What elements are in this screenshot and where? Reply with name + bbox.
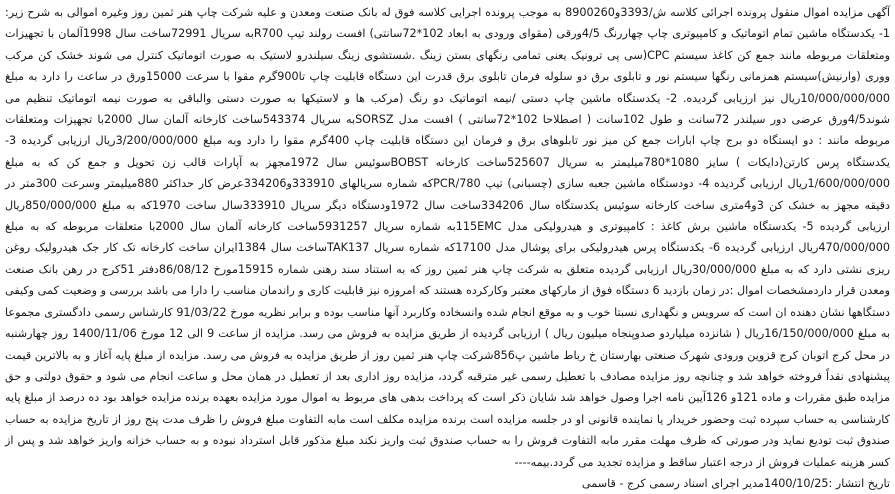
publish-date-signature: تاریخ انتشار :1400/10/25مدیر اجرای اسناد رسمی کرج - قاسمی <box>581 476 890 490</box>
notice-body-text: آگهی مزایده اموال منقول پرونده اجرائی کلاسه ش/3393و8900260 به موجب پرونده اجرایی کلاسه فوق له بانک صنعت ومعدن و علیه شرکت چاپ هنر ثمین روز وغیره اموالی به شرح زیر: 1- یکدستگاه ماشین تمام اتوماتیک و کامپیوتری چاپ چهاررنگ 4/5ورقی (مقوای ورودی به ابعاد 102*72سانتی) افست رولند تیپ R700به سریال 72991ساخت سال 1998آلمان با تجهیزات ومتعلقات مربوطه مانند جمع کن کاغذ سیستم CPC(سی پی ترونیک یعنی تمامی رنگهای بستن زینگ .شستشوی زینگ سیلندرو لاستیک به صورت اتوماتیک کنترل می شوند خشک کن مرکب ووری (وارنیش)سیستم همزمانی رنگها سیستم نور و تابلوی برق دو سلوله فرمان تابلوی برق قدرت این دستگاه قابلیت چاپ تا900گرم مقوا با سرعت 15000ورق در ساعت را دارد به مبلغ 10/000/000/000ریال نیز ارزیابی گردیده. 2- یکدستگاه ماشین چاپ دستی /نیمه اتوماتیک دو رنگ (مرکب ها و لاستیکها به صورت دستی والباقی به صورت نیمه اتوماتیک تنظیم می شوند4/5ورق عرضی دور سیلندر 72سانت و طول 102سانت ( اصطلاحا 102*72سانتی ) افست مدل SORSZبه سریال 543374ساخت کارخانه آلمان سال 2000با تجهیزات ومتعلقات مربوطه مانند : دو ایستگاه دو برج چاپ ابارات جمع کن میز نور تابلوهای برق و فرمان این دستگاه قابلیت چاپ 400گرم مقوا را دارد وبه مبلغ 3/200/000/000ریال ارزیابی گردیده 3- یکدستگاه پرس کارتن(دایکات ) سایز 1080*780میلیمتر به سریال 525607ساخت کارخانه BOBSTسوئیس سال 1972مجهز به آپارات قالب زن تحویل و جمع کن که به مبلغ 1/600/000/000ریال ارزیابی گردیده 4- دودستگاه ماشین جعبه سازی (چسبانی) تیپ PCR/780که شماره سریالهای 333910و334206عرض کار حداکثر 880میلیمتر وسرعت 300متر در دقیقه مجهز به خشک کن 3و4متری ساخت کارخانه سوئیس یکدستگاه سال 334206ساخت سال 1972ودستگاه دیگر سریال 333910سال ساخت 1970که به مبلغ 850/000/000ریال ارزیابی گردیده 5- یکدستگاه ماشین برش کاغذ : کامپیوتری و هیدرولیکی مدل 115EMCبه شماره سریال 5931257ساخت کارخانه آلمان سال 2000با متعلقات مربوطه که به مبلغ 470/000/000ریال ارزیابی گردیده 6- یکدستگاه پرس هیدرولیکی برای پوشال مدل 17100که شماره سریال TAK137ساخت سال 1384ایران ساخت کارخانه تک کار جک هیدرولیک روغن ریزی نشتی دارد که به مبلغ 30/000/000ریال ارزیابی گردیده متعلق به شرکت چاپ هنر ثمین روز که به استناد سند رهنی شماره 15915مورخ 86/08/12دفتر 51کرج در رهن بانک صنعت ومعدن قرار داردمشخصات اموال :در زمان بازدید 6 دستگاه فوق از مارکهای معتبر وکارکرده هستند که امروزه نیز قابلیت کاری و راندمان مناسب را دارا می باشد بررسی و وضعیت کمی وکیفی دستگاهها نشان دهنده ان است که سرویس و نگهداری نسبتا خوب و به موقع انجام شده وانسخاده وکاربرد آنها مناسب بوده و برابر نظریه مورخ 91/03/22 کارشناس رسمی دادگستری مجموعا به مبلغ 16/150/000/000ریال ( شانزده میلیاردو صدوپنجاه میلیون ریال ) ارزیابی گردیده از طریق مزایده به فروش می رسد. مزایده از ساعت 9 الی 12 مورخ 1400/11/06 روز چهارشنبه در محل کرج اتوبان کرج قزوین ورودی شهرک صنعتی بهارستان خ رباط ماشین پ856شرکت چاپ هنر ثمین روز از طریق مزایده به فروش می رسد. مزایده از مبلغ پایه آغاز و به بالاترین قیمت پیشنهادی نقداً فروخته خواهد شد و چنانچه روز مزایده مصادف با تعطیل رسمی غیر مترقبه گردد، مزایده روز اداری بعد از تعطیل در همان محل و ساعت انجام می شود و حقوق دولتی و حق مزایده طبق مقررات و ماده 121و 126آیین نامه اجرا وصول خواهد شد شایان ذکر است که پرداخت بدهی های مربوط به اموال مورد مزایده بعهده برنده مزایده خواهد بود ده درصد از مبلغ پایه کارشناسی به حساب سپرده ثبت وحضور خریدار یا نماینده قانونی او در جلسه مزایده است برنده مزایده مکلف است مابه التفاوت مبلغ فروش را ظرف مدت پنج روز از تاریخ مزایده به حساب صندوق ثبت تودیع نماید ودر صورتی که ظرف مهلت مقرر مابه التفاوت فروش را به حساب صندوق ثبت واریز نکند مبلغ مذکور قابل استرداد نبوده و به حساب خزانه واریز خواهد شد و پس از کسر هزینه عملیات فروش از درجه اعتبار ساقط و مزایده تجدید می گردد.بیمه---- <box>5 6 891 469</box>
